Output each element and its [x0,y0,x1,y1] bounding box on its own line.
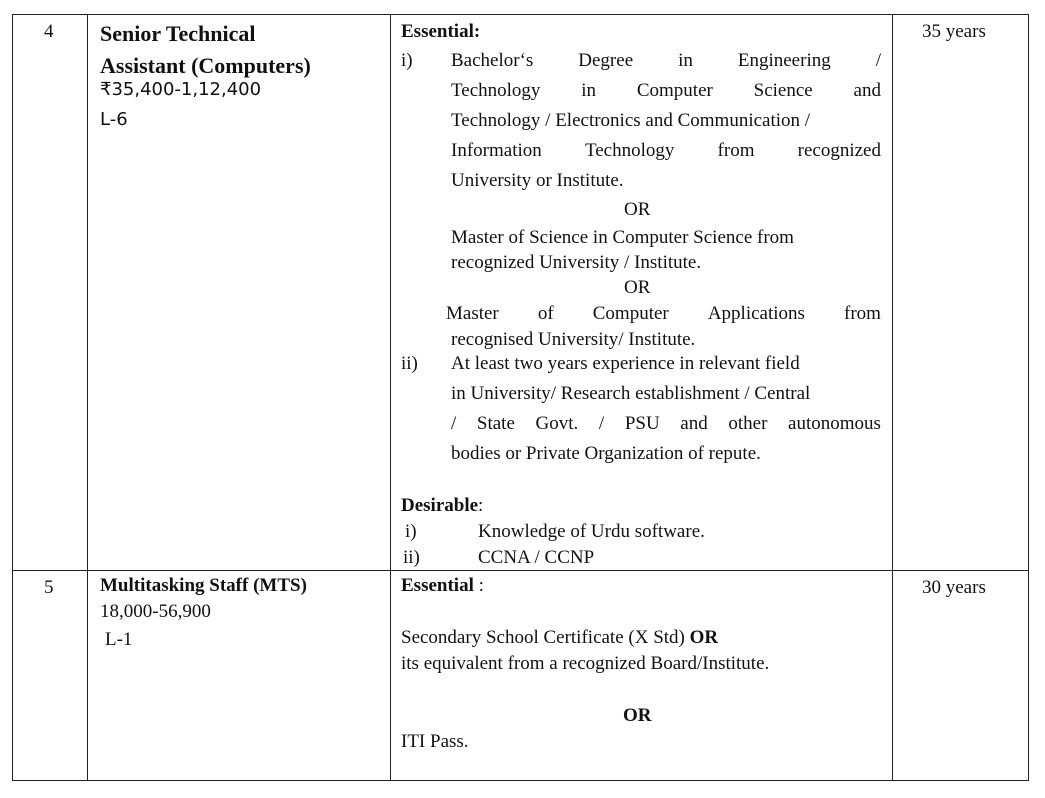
age-limit: 30 years [922,577,986,598]
post-title: Senior Technical [100,21,256,46]
pay-scale: ₹35,400-1,12,400 [100,79,262,100]
experience-line: in University/ Research establishment / Central [451,383,811,404]
desirable-label: Desirable [401,495,479,516]
pay-level: L-1 [105,629,133,650]
desirable-heading [401,496,483,516]
or-separator: OR [624,199,651,220]
or-separator: OR [623,705,652,726]
qualification-line: ITI Pass. [401,731,469,752]
qualification-line: Master of Science in Computer Science from [451,227,794,248]
experience-line: At least two years experience in relevant field [451,353,800,374]
qualification-line: Master of Computer Applications from [446,303,881,324]
post-title: Multitasking Staff (MTS) [100,575,307,596]
serial-number: 4 [44,21,54,42]
column-divider [892,14,893,781]
qualification-line: Bachelor‘s Degree in Engineering / [451,50,881,71]
essential-label: Essential [401,575,474,596]
column-divider [390,14,391,781]
desirable-item: CCNA / CCNP [478,547,595,568]
qualification-line: Information Technology from recognized [451,140,881,161]
or-separator: OR [624,277,651,298]
qualification-line: University or Institute. [451,170,624,191]
experience-line: / State Govt. / PSU and other autonomous [451,413,881,434]
row-divider [12,570,1029,571]
list-marker: ii) [401,353,418,374]
qualification-line: Technology / Electronics and Communication / [451,110,811,131]
essential-label: Essential: [401,21,481,42]
list-marker: ii) [403,547,420,568]
or-inline: OR [689,627,719,648]
desirable-item: Knowledge of Urdu software. [478,521,705,542]
pay-level: L-6 [100,109,128,130]
column-divider [87,14,88,781]
qualification-line: Technology in Computer Science and [451,80,881,101]
pay-scale: 18,000-56,900 [100,601,211,622]
list-marker: i) [401,50,413,71]
essential-colon: : [473,575,484,596]
qualification-line [401,628,718,648]
qualification-line: recognized University / Institute. [451,252,702,273]
serial-number: 5 [44,577,54,598]
ssc-text: Secondary School Certificate (X Std) [401,627,690,648]
qualification-line: its equivalent from a recognized Board/Institute. [401,653,770,674]
table-right-border [1028,14,1029,781]
post-title: Assistant (Computers) [100,53,311,78]
qualification-line: recognised University/ Institute. [451,329,696,350]
table-bottom-border [12,780,1029,781]
desirable-colon: : [478,495,484,516]
age-limit: 35 years [922,21,986,42]
list-marker: i) [405,521,417,542]
table-left-border [12,14,13,781]
experience-line: bodies or Private Organization of repute. [451,443,761,464]
table-top-border [12,14,1029,15]
essential-heading [401,576,484,596]
